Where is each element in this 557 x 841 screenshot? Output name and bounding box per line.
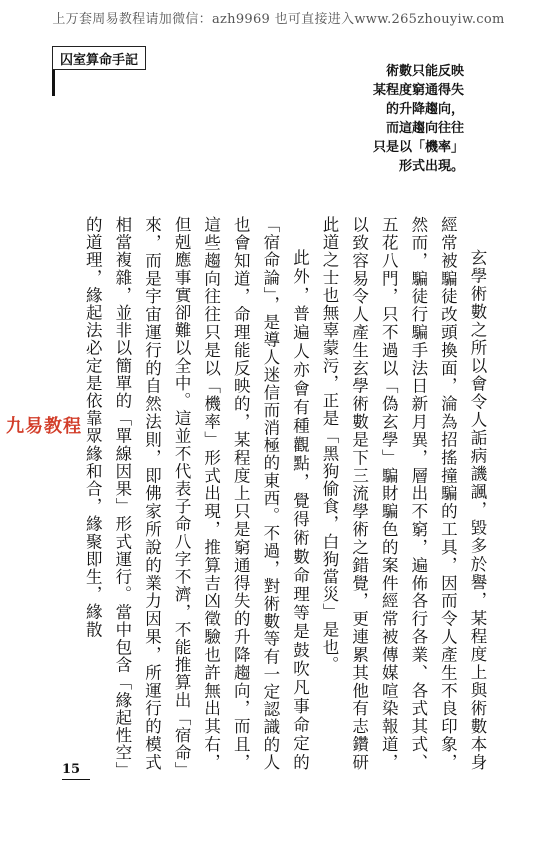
pull-quote-line: 術數只能反映 [385, 64, 464, 79]
pull-quote-line: 的升降趨向， [385, 102, 464, 117]
watermark-stamp: 九易教程 [6, 416, 82, 437]
watermark-banner: 上万套周易教程请加微信：azh9969 也可直接进入www.265zhouyiw.com [52, 12, 505, 27]
book-title: 囚室算命手記 [52, 46, 146, 70]
pull-quote [274, 62, 464, 176]
title-marker-bar [52, 70, 55, 96]
pull-quote-line: 而這趨向往往 [385, 121, 464, 136]
paragraph: 玄學術數之所以會令人詬病譏諷，毀多於譽，某程度上與術數本身經常被騙徒改頭換面，淪為招搖撞騙的工具，因而令人產生不良印象，然而，騙徒行騙手法日新月異，層出不窮，遍佈各行各業、各式其式、五花八門，只不過以「偽玄學」騙財騙色的案件經常被傳媒喧染報道，以致容易令人產生玄學術數是下三流學術之錯覺，更連累其他有志鑽研此道之士也無辜蒙污，正是「黑狗偷食，白狗當災」是也。 [320, 216, 487, 771]
body-text [62, 216, 492, 771]
page-number-rule [62, 779, 90, 780]
pull-quote-line: 形式出現。 [398, 159, 464, 174]
paragraph: 此外，普遍人亦會有種觀點，覺得術數命理等是鼓吹凡事命定的「宿命論」，是導人迷信而消極的東西。不過，對術數等有一定認識的人也會知道，命理能反映的，某程度上只是窮通得失的升降趨向，而且，這些趨向往往只是以「機率」形式出現，推算吉凶徵驗也許無出其右，但剋應事實卻難以全中。這並不代表子命八字不濟，不能推算出「宿命」來，而是宇宙運行的自然法則，即佛家所說的業力因果，所運行的模式相當複雜，並非以簡單的「單線因果」形式運行。當中包含「緣起性空」的道理，緣起法必定是依靠眾緣和合，緣聚即生，緣散 [83, 216, 310, 771]
pull-quote-line: 只是以「機率」 [372, 140, 464, 155]
pull-quote-line: 某程度窮通得失 [372, 83, 464, 98]
page-number: 15 [62, 762, 81, 777]
